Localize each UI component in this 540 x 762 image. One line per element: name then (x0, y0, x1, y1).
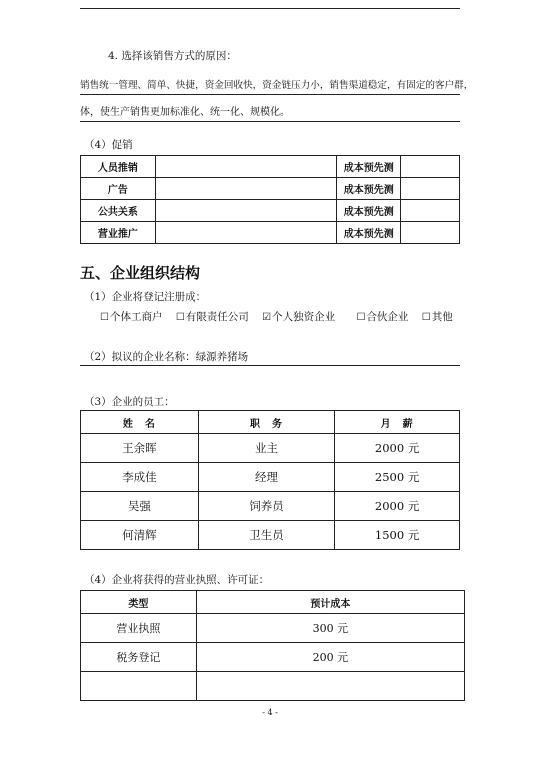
company-name-line (80, 349, 460, 366)
promo-value (155, 222, 336, 244)
header-name: 姓 名 (81, 411, 199, 434)
promo-cost-value (401, 222, 460, 244)
header-position: 职 务 (198, 411, 335, 434)
option-other[interactable]: ☐其他 (421, 311, 453, 323)
option-sole-proprietorship[interactable]: ☑个人独资企业 (262, 311, 336, 323)
staff-name: 吴强 (81, 492, 199, 521)
promo-cost-value (401, 156, 460, 178)
staff-position: 饲养员 (198, 492, 335, 521)
header-est-cost: 预计成本 (196, 591, 464, 614)
license-label: （4）企业将获得的营业执照、许可证： (84, 574, 270, 586)
header-type: 类型 (81, 591, 197, 614)
page-number: - 4 - (262, 708, 278, 717)
staff-salary: 2000 元 (335, 492, 460, 521)
table-row (81, 521, 460, 550)
reason-heading: 4. 选择该销售方式的原因： (108, 50, 237, 62)
promo-cost-value (401, 178, 460, 200)
top-rule (80, 8, 460, 9)
license-type: 营业执照 (81, 614, 197, 643)
option-partnership[interactable]: ☐合伙企业 (356, 311, 409, 323)
table-row (81, 200, 460, 222)
promo-value (155, 200, 336, 222)
staff-position: 卫生员 (198, 521, 335, 550)
staff-label: （3）企业的员工： (84, 396, 175, 408)
section-title: 五、企业组织结构 (80, 264, 201, 282)
checkbox-icon: ☐ (100, 312, 109, 323)
table-row (81, 492, 460, 521)
table-row (81, 672, 465, 701)
staff-table (80, 410, 460, 550)
checkbox-icon: ☐ (356, 312, 366, 323)
checkbox-icon: ☐ (421, 312, 431, 323)
header-salary: 月 薪 (335, 411, 460, 434)
license-type: 税务登记 (81, 643, 197, 672)
option-sole-trader[interactable]: ☐个体工商户 (100, 311, 163, 323)
promo-cost-label: 成本预先测 (337, 156, 401, 178)
promo-label: 广告 (81, 178, 156, 200)
license-cost (196, 672, 464, 701)
checkbox-icon: ☐ (175, 312, 185, 323)
company-name-value: 绿源养猪场 (195, 351, 249, 363)
checkbox-checked-icon: ☑ (262, 312, 272, 323)
table-row (81, 463, 460, 492)
staff-position: 经理 (198, 463, 335, 492)
registration-label: （1）企业将登记注册成： (84, 291, 207, 303)
promotion-table (80, 155, 460, 244)
staff-name: 何清辉 (81, 521, 199, 550)
table-row (81, 156, 460, 178)
option-llc[interactable]: ☐有限责任公司 (175, 311, 249, 323)
license-cost: 200 元 (196, 643, 464, 672)
license-type (81, 672, 197, 701)
promo-cost-label: 成本预先测 (337, 222, 401, 244)
staff-salary: 1500 元 (335, 521, 460, 550)
table-row (81, 643, 465, 672)
staff-name: 李成佳 (81, 463, 199, 492)
promo-cost-value (401, 200, 460, 222)
table-row (81, 614, 465, 643)
promo-cost-label: 成本预先测 (337, 178, 401, 200)
registration-options (100, 309, 463, 324)
reason-line-1: 销售统一管理、简单、快捷，资金回收快，资金链压力小，销售渠道稳定，有固定的客户群， (80, 78, 460, 95)
license-table (80, 590, 465, 701)
staff-salary: 2500 元 (335, 463, 460, 492)
company-name-label: （2）拟议的企业名称： (84, 351, 196, 363)
table-header-row (81, 591, 465, 614)
promo-label: 公共关系 (81, 200, 156, 222)
table-header-row (81, 411, 460, 434)
promo-label: 营业推广 (81, 222, 156, 244)
promo-value (155, 156, 336, 178)
staff-salary: 2000 元 (335, 434, 460, 463)
table-row (81, 222, 460, 244)
table-row (81, 178, 460, 200)
table-row (81, 434, 460, 463)
promo-cost-label: 成本预先测 (337, 200, 401, 222)
staff-name: 王余晖 (81, 434, 199, 463)
promo-value (155, 178, 336, 200)
reason-line-2: 体，使生产销售更加标准化、统一化、规模化。 (80, 105, 460, 122)
staff-position: 业主 (198, 434, 335, 463)
promotion-heading: （4）促销 (84, 139, 133, 151)
promo-label: 人员推销 (81, 156, 156, 178)
license-cost: 300 元 (196, 614, 464, 643)
